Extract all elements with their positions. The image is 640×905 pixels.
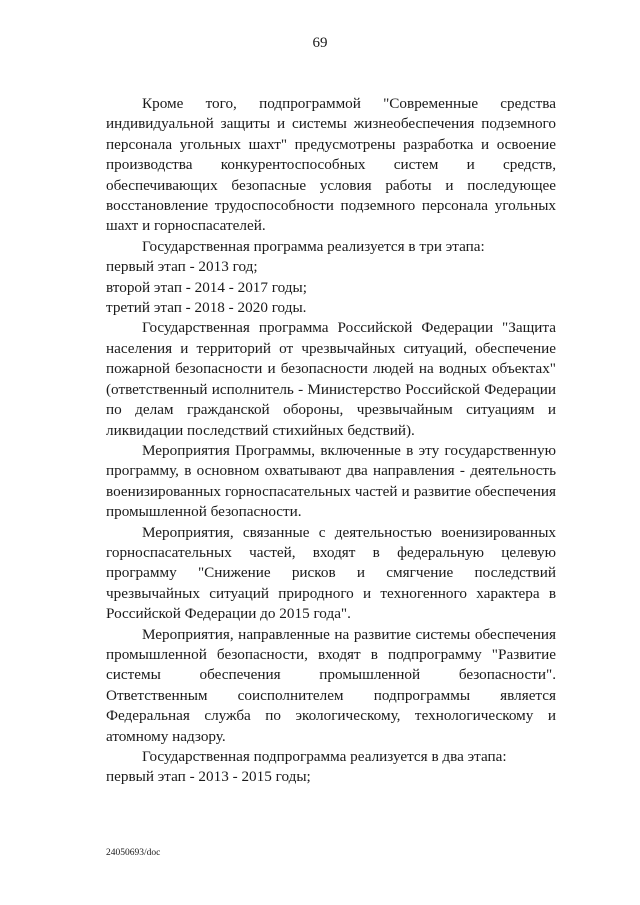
paragraph-emergency-program: Государственная программа Российской Федерации "Защита населения и территорий от чрезвычайных ситуаций, обеспечение пожарной безопасности и безопасности людей на водных объектах" (ответственный исполнитель - Министерство Российской Федерации по делам гражданской обороны, чрезвычайным ситуациям и ликвидации последствий стихийных бедствий).	[106, 319, 556, 439]
document-footer-code: 24050693/doc	[106, 848, 161, 858]
stage-two-line: второй этап - 2014 - 2017 годы;	[106, 278, 307, 296]
document-body	[106, 94, 556, 788]
stage-three-line: третий этап - 2018 - 2020 годы.	[106, 299, 307, 317]
substage-one-line: первый этап - 2013 - 2015 годы;	[106, 768, 311, 786]
paragraph-two-stages-intro: Государственная подпрограмма реализуется в два этапа:	[142, 748, 507, 765]
page-number: 69	[312, 35, 328, 51]
paragraph-industrial-safety: Мероприятия, направленные на развитие системы обеспечения промышленной безопасности, входят в подпрограмму "Развитие системы обеспечения промышленной безопасности". Ответственным соисполнителем подпрограммы является Федеральная служба по экологическому, технологическому и атомному надзору.	[106, 625, 556, 745]
paragraph-program-activities: Мероприятия Программы, включенные в эту государственную программу, в основном охватывают два направления - деятельность военизированных горноспасательных частей и развитие обеспечения промышленной безопасности.	[106, 441, 556, 521]
stage-one-line: первый этап - 2013 год;	[106, 258, 258, 276]
paragraph-three-stages-intro: Государственная программа реализуется в три этапа:	[142, 237, 485, 255]
paragraph-mine-rescue-units: Мероприятия, связанные с деятельностью военизированных горноспасательных частей, входят в федеральную целевую программу "Снижение рисков и смягчение последствий чрезвычайных ситуаций природного и техногенного характера в Российской Федерации до 2015 года".	[106, 523, 556, 623]
paragraph-protective-equipment: Кроме того, подпрограммой "Современные средства индивидуальной защиты и системы жизнеобеспечения подземного персонала угольных шахт" предусмотрены разработка и освоение производства конкурентоспособных систем и средств, обеспечивающих безопасные условия работы и последующее восстановление трудоспособности подземного персонала угольных шахт и горноспасателей.	[106, 95, 556, 235]
